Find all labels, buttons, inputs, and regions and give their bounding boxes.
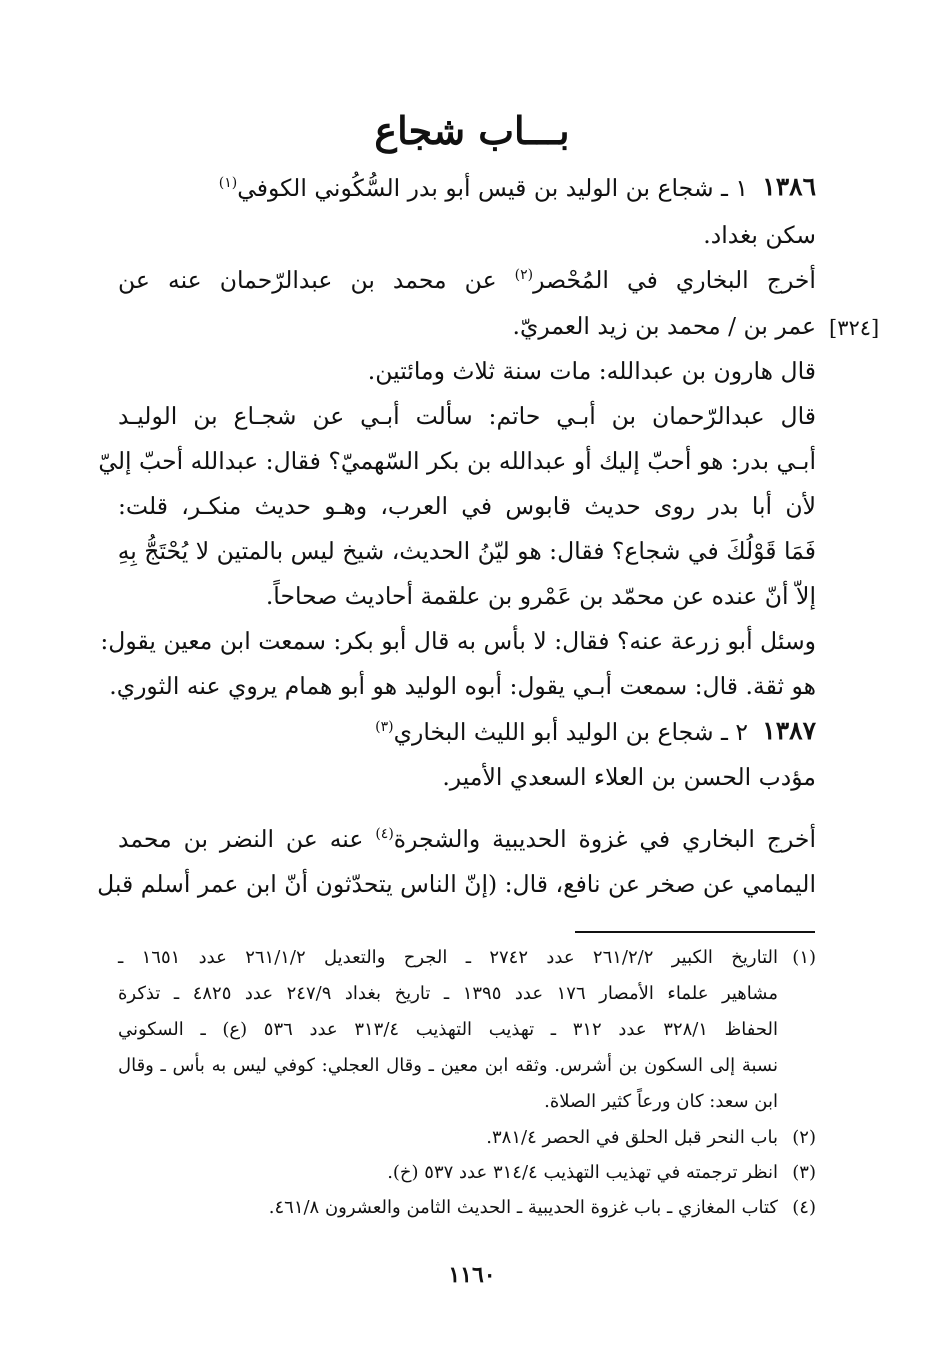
footnote-line: الحفاظ ٣٢٨/١ عدد ٣١٢ ـ تهذيب التهذيب ٣١٣/٤ عدد ٥٣٦ (ع) ـ السكوني bbox=[118, 1019, 778, 1040]
entry-title bbox=[118, 174, 748, 202]
footnote-mark: (٢) bbox=[514, 267, 534, 284]
footnote-text: انظر ترجمته في تهذيب التهذيب ٣١٤/٤ عدد ٥٣٧ (خ). bbox=[387, 1162, 778, 1183]
chapter-heading: بـــاب شجاع bbox=[374, 108, 570, 153]
text-line: لأن أبا بدر روى حديث قابوس في العرب، وهـو حديث منكـر، قلت: bbox=[118, 492, 816, 520]
text-line: قال هارون بن عبدالله: مات سنة ثلاث ومائتين. bbox=[367, 357, 816, 385]
text-line: إلاّ أنّ عنده عن محمّد بن عَمْرو بن علقمة أحاديث صحاحاً. bbox=[265, 582, 816, 610]
footnote-4 bbox=[118, 1197, 816, 1218]
text-line: مؤدب الحسن بن العلاء السعدي الأمير. bbox=[442, 763, 816, 791]
text-segment: عنه عن النضر بن محمد bbox=[118, 825, 364, 853]
text-line: أبـي بدر: هو أحبّ إليك أو عبدالله بن بكر السّهميّ؟ فقال: عبدالله أحبّ إليّ bbox=[98, 447, 816, 475]
text-line: هو ثقة. قال: سمعت أبـي يقول: أبوه الوليد هو أبو همام يروي عنه الثوري. bbox=[109, 672, 816, 700]
footnote-number: (٤) bbox=[792, 1197, 816, 1218]
entry-title bbox=[118, 718, 748, 746]
text-line: عمر بن / محمد بن زيد العمريّ. bbox=[512, 312, 816, 340]
footnote-line: مشاهير علماء الأمصار ١٧٦ عدد ١٣٩٥ ـ تاريخ بغداد ٢٤٧/٩ عدد ٤٨٢٥ ـ تذكرة bbox=[118, 983, 778, 1004]
footnote-number: (٣) bbox=[792, 1162, 816, 1183]
footnote-number: (١) bbox=[792, 947, 817, 968]
text-segment: عن محمد بن عبدالرّحمان عنه عن bbox=[118, 266, 497, 294]
footnote-1 bbox=[118, 947, 816, 968]
footnote-2 bbox=[118, 1127, 816, 1148]
text-line bbox=[118, 266, 816, 294]
text-segment: أخرج البخاري في غزوة الحديبية والشجرة bbox=[393, 825, 816, 853]
text-line: قال عبدالرّحمان بن أبـي حاتم: سألت أبـي عن شجـاع بن الوليـد bbox=[118, 402, 816, 430]
text-segment: أخرج البخاري في المُحْصر bbox=[533, 266, 816, 294]
footnote-text: كتاب المغازي ـ باب غزوة الحديبية ـ الحديث الثامن والعشرون ٤٦١/٨. bbox=[268, 1197, 778, 1218]
text-line: وسئل أبو زرعة عنه؟ فقال: لا بأس به قال أبو بكر: سمعت ابن معين يقول: bbox=[100, 627, 816, 655]
page-number: ١١٦٠ bbox=[448, 1262, 496, 1288]
entry-number: ١٣٨٦ bbox=[762, 172, 816, 201]
text-line bbox=[118, 825, 816, 853]
footnote-line: ابن سعد: كان ورعاً كثير الصلاة. bbox=[544, 1091, 778, 1112]
footnote-3 bbox=[118, 1162, 816, 1183]
margin-page-ref: [٣٢٤] bbox=[829, 316, 880, 340]
entry-title-text: ٢ ـ شجاع بن الوليد أبو الليث البخاري bbox=[393, 718, 748, 746]
text-line: فَمَا قَوْلُكَ في شجاع؟ فقال: هو ليّنُ الحديث، شيخ ليس بالمتين لا يُحْتَجُّ بِهِ bbox=[117, 537, 816, 565]
footnote-text: باب النحر قبل الحلق في الحصر ٣٨١/٤. bbox=[486, 1127, 778, 1148]
footnote-mark: (٤) bbox=[375, 826, 394, 843]
entry-title-text: ١ ـ شجاع بن الوليد بن قيس أبو بدر السُّكُوني الكوفي bbox=[237, 174, 748, 202]
text-line: اليمامي عن صخر عن نافع، قال: (إنّ الناس يتحدّثون أنّ ابن عمر أسلم قبل bbox=[97, 870, 816, 898]
text-line: سكن بغداد. bbox=[703, 221, 816, 249]
footnote-separator bbox=[575, 931, 815, 933]
entry-number: ١٣٨٧ bbox=[762, 716, 816, 745]
footnote-text: التاريخ الكبير ٢٦١/٢/٢ عدد ٢٧٤٢ ـ الجرح والتعديل ٢٦١/١/٢ عدد ١٦٥١ ـ bbox=[118, 947, 779, 968]
footnote-mark: (٣) bbox=[375, 719, 394, 736]
footnote-number: (٢) bbox=[792, 1127, 816, 1148]
footnote-mark: (١) bbox=[218, 175, 238, 192]
footnote-line: نسبة إلى السكون بن أشرس. وثقه ابن معين ـ وقال العجلي: كوفي ليس به بأس ـ وقال bbox=[118, 1055, 778, 1076]
